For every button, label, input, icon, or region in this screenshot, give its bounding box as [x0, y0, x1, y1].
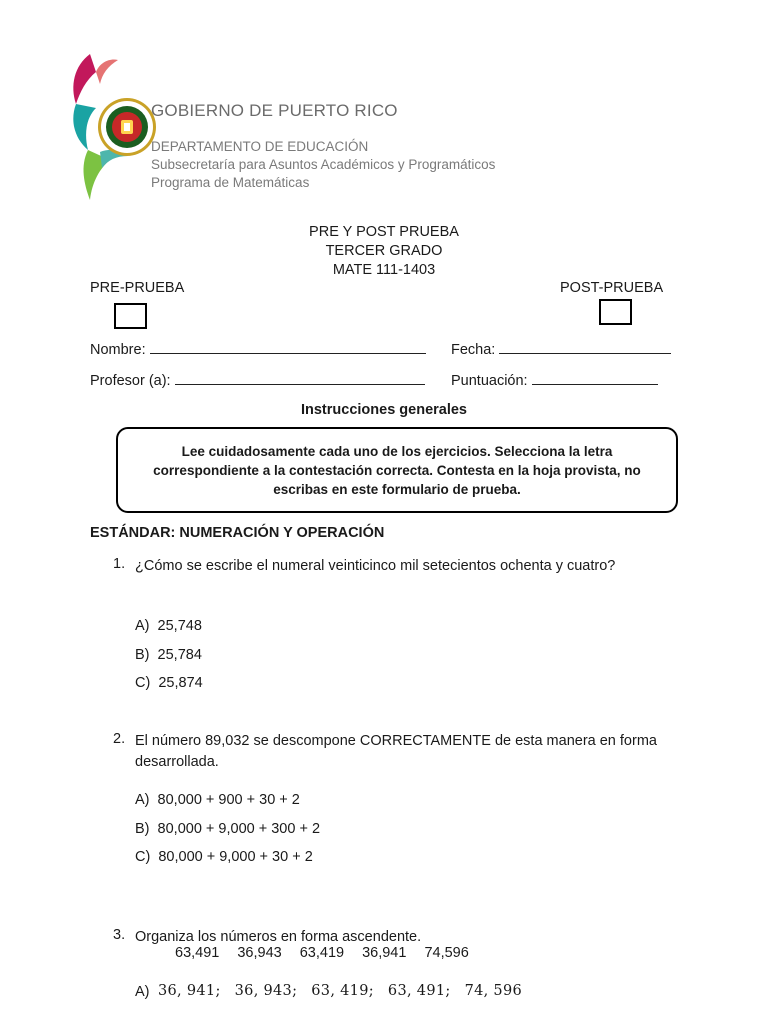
question-text: El número 89,032 se descompone CORRECTAMENTE de esta manera en forma desarrollada. [135, 733, 657, 770]
instructions-text: Lee cuidadosamente cada uno de los ejercicios. Selecciona la letra correspondiente a la contestación correcta. Contesta en la hoja provista, no escribas en este formulario de prueba. [153, 443, 641, 497]
option-value: 74, 596 [464, 983, 523, 999]
question-text: Organiza los números en forma ascendente. [135, 929, 422, 945]
option-a-values [158, 983, 536, 999]
score-label: Puntuación: [451, 373, 528, 389]
grade-title: TERCER GRADO [325, 243, 443, 259]
option-value: 36, 943; [234, 983, 298, 999]
instructions-box [116, 427, 678, 513]
option-c: C) 80,000 + 9,000 + 30 + 2 [135, 849, 313, 865]
test-title: PRE Y POST PRUEBA [309, 224, 459, 240]
number-item: 36,941 [362, 945, 407, 961]
puerto-rico-logo [70, 52, 160, 202]
number-item: 74,596 [424, 945, 469, 961]
option-a: A) 80,000 + 900 + 30 + 2 [135, 792, 300, 808]
name-label: Nombre: [90, 342, 146, 358]
option-c: C) 25,874 [135, 675, 203, 691]
option-b: B) 25,784 [135, 647, 202, 663]
standard-heading: ESTÁNDAR: NUMERACIÓN Y OPERACIÓN [90, 525, 385, 541]
date-label: Fecha: [451, 342, 496, 358]
score-field[interactable] [451, 372, 658, 389]
number-list [175, 945, 487, 961]
instructions-title: Instrucciones generales [300, 402, 467, 418]
option-value: 36, 941; [158, 983, 221, 999]
option-value: 63, 419; [311, 983, 374, 999]
question-number: 2. [113, 731, 126, 747]
teacher-line[interactable] [175, 372, 425, 385]
subsecretary-name: Subsecretaría para Asuntos Académicos y Programáticos [151, 157, 496, 172]
pre-test-checkbox[interactable] [114, 303, 147, 329]
number-item: 36,943 [237, 945, 282, 961]
number-item: 63,419 [299, 945, 345, 961]
question-text: ¿Cómo se escribe el numeral veinticinco mil setecientos ochenta y cuatro? [135, 558, 616, 574]
option-a: A) 25,748 [135, 618, 202, 634]
name-line[interactable] [150, 341, 426, 354]
score-line[interactable] [532, 372, 658, 385]
name-field[interactable] [90, 341, 426, 358]
post-test-label: POST-PRUEBA [560, 280, 664, 296]
date-field[interactable] [451, 341, 671, 358]
question-number: 1. [113, 556, 126, 572]
question-number: 3. [113, 927, 126, 943]
option-value: 63, 491; [387, 983, 451, 999]
post-test-checkbox[interactable] [599, 299, 632, 325]
teacher-field[interactable] [90, 372, 425, 389]
teacher-label: Profesor (a): [90, 373, 171, 389]
pre-test-label: PRE-PRUEBA [90, 280, 185, 296]
government-title: GOBIERNO DE PUERTO RICO [151, 101, 398, 120]
department-name: DEPARTAMENTO DE EDUCACIÓN [151, 139, 369, 154]
number-item: 63,491 [175, 945, 220, 961]
program-name: Programa de Matemáticas [151, 175, 310, 190]
option-a-letter: A) [135, 984, 150, 1000]
seal-icon [70, 52, 160, 202]
date-line[interactable] [499, 341, 671, 354]
option-b: B) 80,000 + 9,000 + 300 + 2 [135, 821, 321, 837]
course-code: MATE 111-1403 [332, 262, 436, 278]
